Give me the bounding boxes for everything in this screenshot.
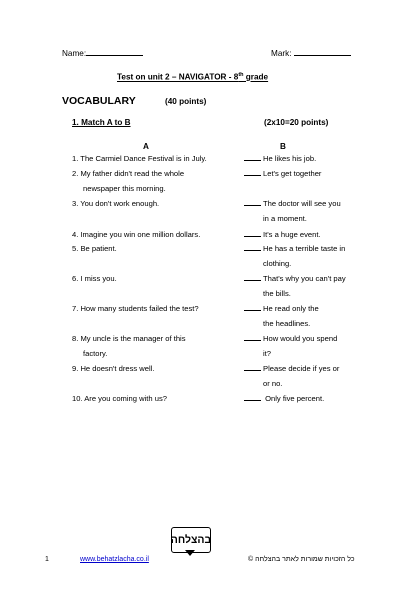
column-a-heading: A	[143, 142, 149, 151]
mark-label-row	[271, 47, 351, 58]
name-label: Name:	[62, 49, 87, 58]
answer-blank[interactable]	[244, 273, 261, 281]
list-item-a: 10. Are you coming with us?	[72, 394, 167, 403]
copyright-text: כל הזכויות שמורות לאתר בהצלחה ©	[248, 556, 355, 563]
answer-blank[interactable]	[244, 243, 261, 251]
list-item-a: 4. Imagine you win one million dollars.	[72, 230, 201, 239]
list-item-b: Let's get together	[244, 167, 321, 182]
section-heading: VOCABULARY	[62, 95, 136, 107]
list-item-a: 7. How many students failed the test?	[72, 304, 199, 313]
list-item-b: It's a huge event.	[244, 228, 321, 243]
mark-label: Mark:	[271, 49, 292, 58]
answer-blank[interactable]	[244, 198, 261, 206]
name-field[interactable]	[86, 47, 143, 56]
list-item-b: He likes his job.	[244, 152, 316, 167]
mark-field[interactable]	[294, 47, 351, 56]
list-item-b: How would you spend it?	[244, 332, 337, 361]
list-item-b: Please decide if yes or or no.	[244, 362, 339, 391]
name-label-row	[62, 47, 143, 58]
answer-blank[interactable]	[244, 303, 261, 311]
exercise-label: 1. Match A to B	[72, 118, 131, 127]
list-item-a: 3. You don't work enough.	[72, 199, 160, 208]
list-item-b: He read only the the headlines.	[244, 302, 319, 331]
page-number: 1	[45, 556, 49, 563]
list-item-b: He has a terrible taste in clothing.	[244, 242, 345, 271]
answer-blank[interactable]	[244, 153, 261, 161]
list-item-a: 2. My father didn't read the whole newspaper this morning.	[72, 169, 185, 193]
logo-pointer-icon	[185, 550, 195, 556]
answer-blank[interactable]	[244, 393, 261, 401]
list-item-a: 1. The Carmiel Dance Festival is in July.	[72, 154, 207, 163]
list-item-a: 8. My uncle is the manager of this factory.	[72, 334, 186, 358]
list-item-a: 9. He doesn't dress well.	[72, 364, 155, 373]
list-item-b: Only five percent.	[244, 392, 324, 407]
list-item-a: 6. I miss you.	[72, 274, 117, 283]
title-superscript: th	[238, 72, 244, 78]
answer-blank[interactable]	[244, 363, 261, 371]
list-item-b: That's why you can't pay the bills.	[244, 272, 346, 301]
site-link[interactable]: www.behatzlacha.co.il	[80, 556, 149, 563]
list-item-a: 5. Be patient.	[72, 244, 117, 253]
answer-blank[interactable]	[244, 333, 261, 341]
test-title: Test on unit 2 – NAVIGATOR - 8th grade	[117, 72, 269, 82]
answer-blank[interactable]	[244, 229, 261, 237]
column-b-heading: B	[280, 142, 286, 151]
answer-blank[interactable]	[244, 168, 261, 176]
behatzlacha-logo: בהצלחה	[171, 527, 211, 553]
section-points: (40 points)	[165, 97, 207, 106]
exercise-points: (2x10=20 points)	[264, 118, 329, 127]
list-item-b: The doctor will see you in a moment.	[244, 197, 341, 226]
